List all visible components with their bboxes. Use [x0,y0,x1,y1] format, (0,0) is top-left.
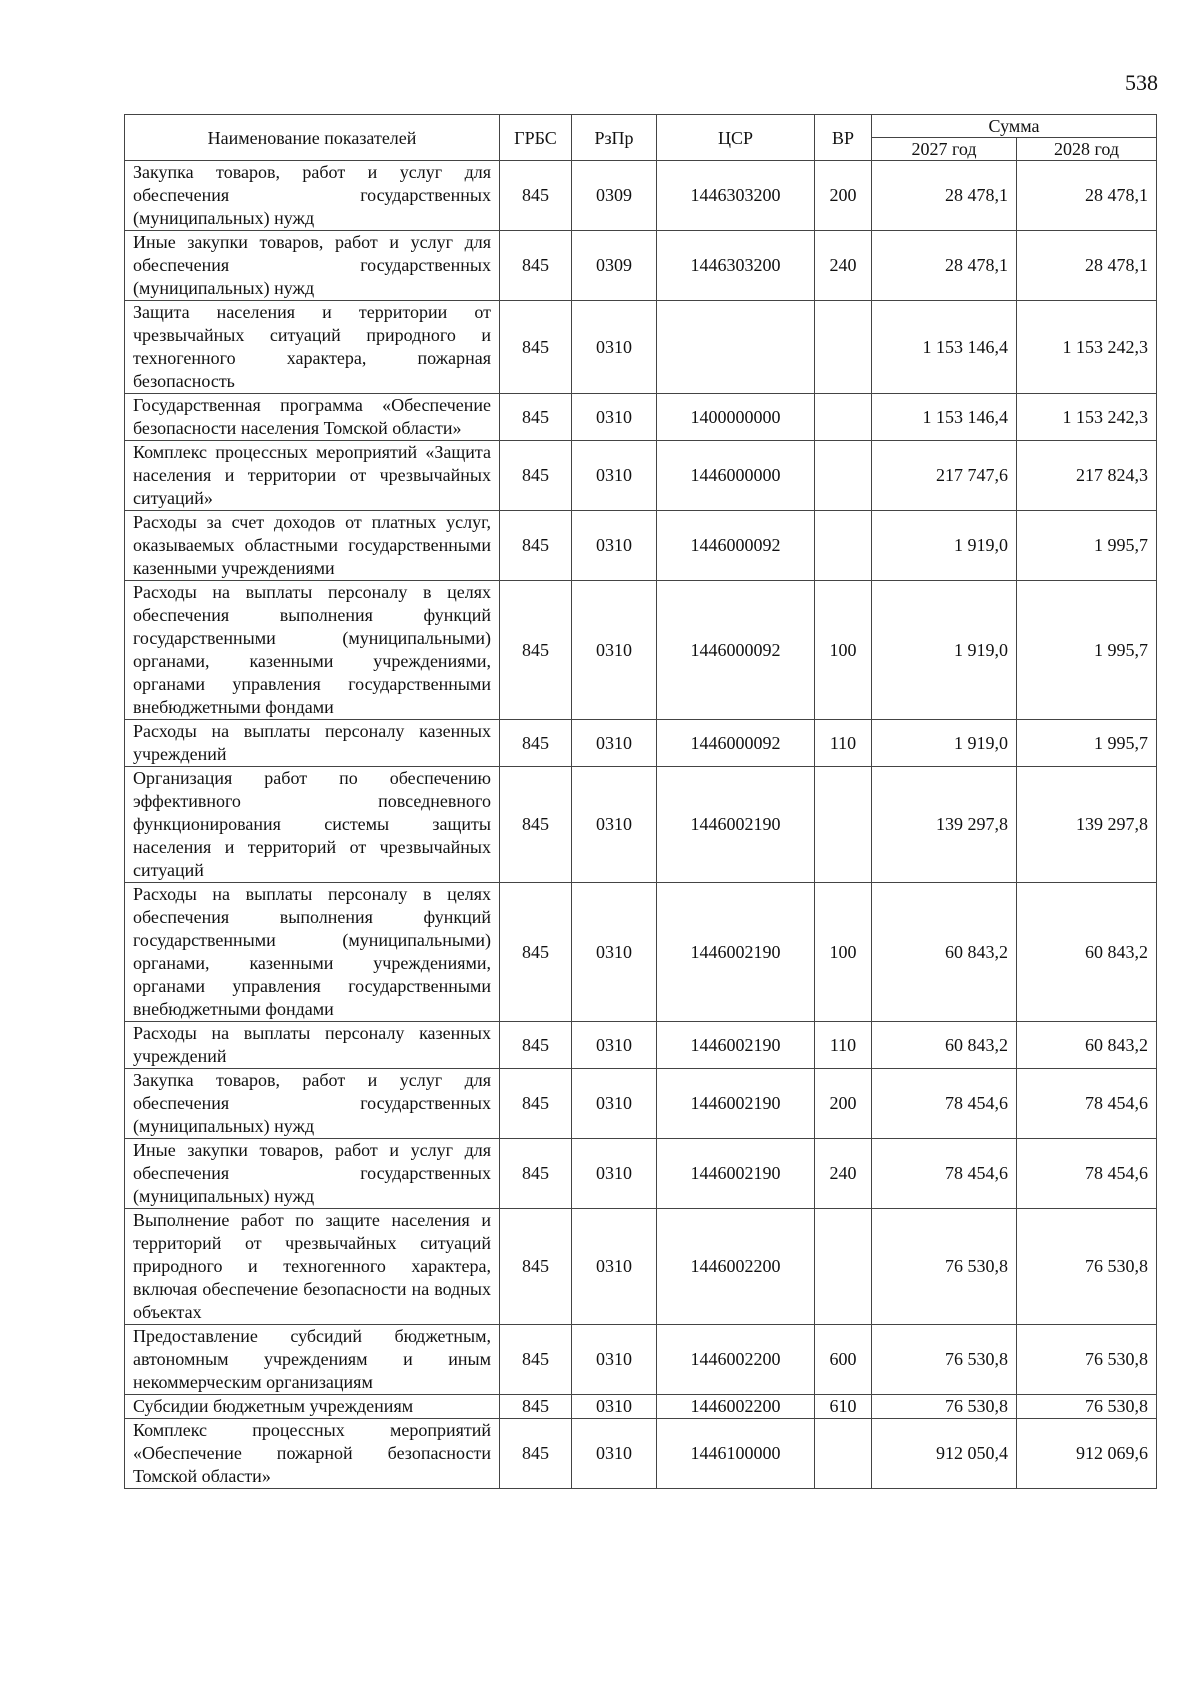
row-grbs: 845 [500,511,572,581]
row-sum-2028: 1 995,7 [1017,581,1157,720]
row-sum-2027: 28 478,1 [872,231,1017,301]
row-name: Расходы на выплаты персоналу казенных учреждений [125,1022,500,1069]
row-csr: 1446002190 [657,1139,815,1209]
row-name: Расходы на выплаты персоналу в целях обеспечения выполнения функций государственными (муниципальными) органами, казенными учреждениями, органами управления государственными внебюджетными фондами [125,581,500,720]
row-grbs: 845 [500,1325,572,1395]
row-sum-2028: 60 843,2 [1017,883,1157,1022]
row-csr: 1446303200 [657,161,815,231]
row-sum-2028: 76 530,8 [1017,1395,1157,1419]
row-sum-2027: 76 530,8 [872,1209,1017,1325]
row-sum-2028: 28 478,1 [1017,231,1157,301]
row-grbs: 845 [500,161,572,231]
row-csr [657,301,815,394]
row-grbs: 845 [500,1419,572,1489]
row-csr: 1446000092 [657,720,815,767]
table-row [125,1069,1157,1139]
row-sum-2028: 1 153 242,3 [1017,394,1157,441]
row-name: Расходы на выплаты персоналу в целях обеспечения выполнения функций государственными (муниципальными) органами, казенными учреждениями, органами управления государственными внебюджетными фондами [125,883,500,1022]
row-grbs: 845 [500,394,572,441]
row-rzpr: 0310 [572,1069,657,1139]
table-row [125,1325,1157,1395]
row-vr: 100 [815,581,872,720]
table-row [125,394,1157,441]
header-vr: ВР [815,115,872,161]
table-row [125,161,1157,231]
row-name: Комплекс процессных мероприятий «Обеспечение пожарной безопасности Томской области» [125,1419,500,1489]
row-vr: 600 [815,1325,872,1395]
header-rzpr: РзПр [572,115,657,161]
row-csr: 1446002200 [657,1395,815,1419]
row-vr [815,301,872,394]
row-vr: 110 [815,1022,872,1069]
row-sum-2028: 912 069,6 [1017,1419,1157,1489]
row-rzpr: 0309 [572,161,657,231]
row-rzpr: 0310 [572,581,657,720]
row-sum-2027: 1 919,0 [872,511,1017,581]
row-grbs: 845 [500,301,572,394]
row-rzpr: 0310 [572,1325,657,1395]
row-sum-2027: 76 530,8 [872,1325,1017,1395]
row-grbs: 845 [500,441,572,511]
row-grbs: 845 [500,1022,572,1069]
row-sum-2027: 76 530,8 [872,1395,1017,1419]
row-sum-2027: 78 454,6 [872,1139,1017,1209]
row-rzpr: 0309 [572,231,657,301]
row-sum-2027: 139 297,8 [872,767,1017,883]
budget-table [124,114,1157,1489]
row-rzpr: 0310 [572,394,657,441]
row-sum-2027: 217 747,6 [872,441,1017,511]
row-grbs: 845 [500,1139,572,1209]
table-row [125,720,1157,767]
table-header [125,115,1157,161]
row-sum-2028: 76 530,8 [1017,1325,1157,1395]
row-csr: 1446000000 [657,441,815,511]
row-vr [815,1209,872,1325]
row-sum-2027: 1 153 146,4 [872,301,1017,394]
row-vr [815,1419,872,1489]
row-grbs: 845 [500,720,572,767]
table-row [125,581,1157,720]
row-sum-2027: 912 050,4 [872,1419,1017,1489]
row-rzpr: 0310 [572,767,657,883]
row-rzpr: 0310 [572,1022,657,1069]
row-rzpr: 0310 [572,1419,657,1489]
row-name: Предоставление субсидий бюджетным, автономным учреждениям и иным некоммерческим организациям [125,1325,500,1395]
table-row [125,1139,1157,1209]
row-vr [815,394,872,441]
row-sum-2028: 1 153 242,3 [1017,301,1157,394]
row-sum-2028: 76 530,8 [1017,1209,1157,1325]
row-rzpr: 0310 [572,720,657,767]
row-vr: 240 [815,1139,872,1209]
row-csr: 1446100000 [657,1419,815,1489]
row-csr: 1446002190 [657,767,815,883]
row-name: Расходы за счет доходов от платных услуг, оказываемых областными государственными казенными учреждениями [125,511,500,581]
row-csr: 1446002190 [657,1069,815,1139]
row-name: Выполнение работ по защите населения и территорий от чрезвычайных ситуаций природного и техногенного характера, включая обеспечение безопасности на водных объектах [125,1209,500,1325]
row-grbs: 845 [500,767,572,883]
row-sum-2027: 60 843,2 [872,1022,1017,1069]
row-csr: 1446000092 [657,511,815,581]
table-row [125,883,1157,1022]
row-rzpr: 0310 [572,1209,657,1325]
row-sum-2027: 60 843,2 [872,883,1017,1022]
table-row [125,1022,1157,1069]
table-row [125,1395,1157,1419]
row-sum-2028: 28 478,1 [1017,161,1157,231]
row-vr [815,511,872,581]
header-sum: Сумма [872,115,1157,138]
row-grbs: 845 [500,1069,572,1139]
row-vr: 200 [815,1069,872,1139]
row-sum-2027: 1 919,0 [872,581,1017,720]
row-csr: 1446000092 [657,581,815,720]
table-row [125,1419,1157,1489]
header-year-2027: 2027 год [872,138,1017,161]
row-rzpr: 0310 [572,441,657,511]
row-sum-2027: 1 919,0 [872,720,1017,767]
row-csr: 1446002190 [657,1022,815,1069]
row-name: Закупка товаров, работ и услуг для обеспечения государственных (муниципальных) нужд [125,1069,500,1139]
table-row [125,441,1157,511]
row-vr: 240 [815,231,872,301]
row-sum-2027: 78 454,6 [872,1069,1017,1139]
table-row [125,1209,1157,1325]
row-name: Расходы на выплаты персоналу казенных учреждений [125,720,500,767]
table-row [125,767,1157,883]
row-vr [815,767,872,883]
row-vr: 610 [815,1395,872,1419]
table-row [125,511,1157,581]
row-sum-2028: 60 843,2 [1017,1022,1157,1069]
row-name: Субсидии бюджетным учреждениям [125,1395,500,1419]
row-name: Иные закупки товаров, работ и услуг для обеспечения государственных (муниципальных) нужд [125,231,500,301]
table-row [125,301,1157,394]
row-sum-2028: 78 454,6 [1017,1139,1157,1209]
row-csr: 1446002200 [657,1325,815,1395]
row-vr: 100 [815,883,872,1022]
header-csr: ЦСР [657,115,815,161]
table-row [125,231,1157,301]
row-sum-2028: 139 297,8 [1017,767,1157,883]
row-grbs: 845 [500,883,572,1022]
table-body [125,161,1157,1489]
row-sum-2028: 1 995,7 [1017,720,1157,767]
row-rzpr: 0310 [572,1139,657,1209]
row-csr: 1446002200 [657,1209,815,1325]
row-csr: 1400000000 [657,394,815,441]
row-rzpr: 0310 [572,301,657,394]
row-sum-2028: 78 454,6 [1017,1069,1157,1139]
header-grbs: ГРБС [500,115,572,161]
row-name: Защита населения и территории от чрезвычайных ситуаций природного и техногенного характера, пожарная безопасность [125,301,500,394]
row-csr: 1446303200 [657,231,815,301]
row-sum-2028: 217 824,3 [1017,441,1157,511]
row-rzpr: 0310 [572,1395,657,1419]
row-csr: 1446002190 [657,883,815,1022]
row-sum-2028: 1 995,7 [1017,511,1157,581]
row-vr [815,441,872,511]
header-year-2028: 2028 год [1017,138,1157,161]
row-grbs: 845 [500,1209,572,1325]
row-vr: 200 [815,161,872,231]
page-number: 538 [1125,70,1158,95]
header-name: Наименование показателей [125,115,500,161]
row-name: Закупка товаров, работ и услуг для обеспечения государственных (муниципальных) нужд [125,161,500,231]
row-sum-2027: 28 478,1 [872,161,1017,231]
row-name: Государственная программа «Обеспечение безопасности населения Томской области» [125,394,500,441]
row-rzpr: 0310 [572,883,657,1022]
row-name: Организация работ по обеспечению эффективного повседневного функционирования системы защиты населения и территорий от чрезвычайных ситуаций [125,767,500,883]
row-sum-2027: 1 153 146,4 [872,394,1017,441]
row-name: Иные закупки товаров, работ и услуг для обеспечения государственных (муниципальных) нужд [125,1139,500,1209]
row-vr: 110 [815,720,872,767]
row-grbs: 845 [500,1395,572,1419]
row-grbs: 845 [500,231,572,301]
row-rzpr: 0310 [572,511,657,581]
row-name: Комплекс процессных мероприятий «Защита населения и территории от чрезвычайных ситуаций» [125,441,500,511]
row-grbs: 845 [500,581,572,720]
